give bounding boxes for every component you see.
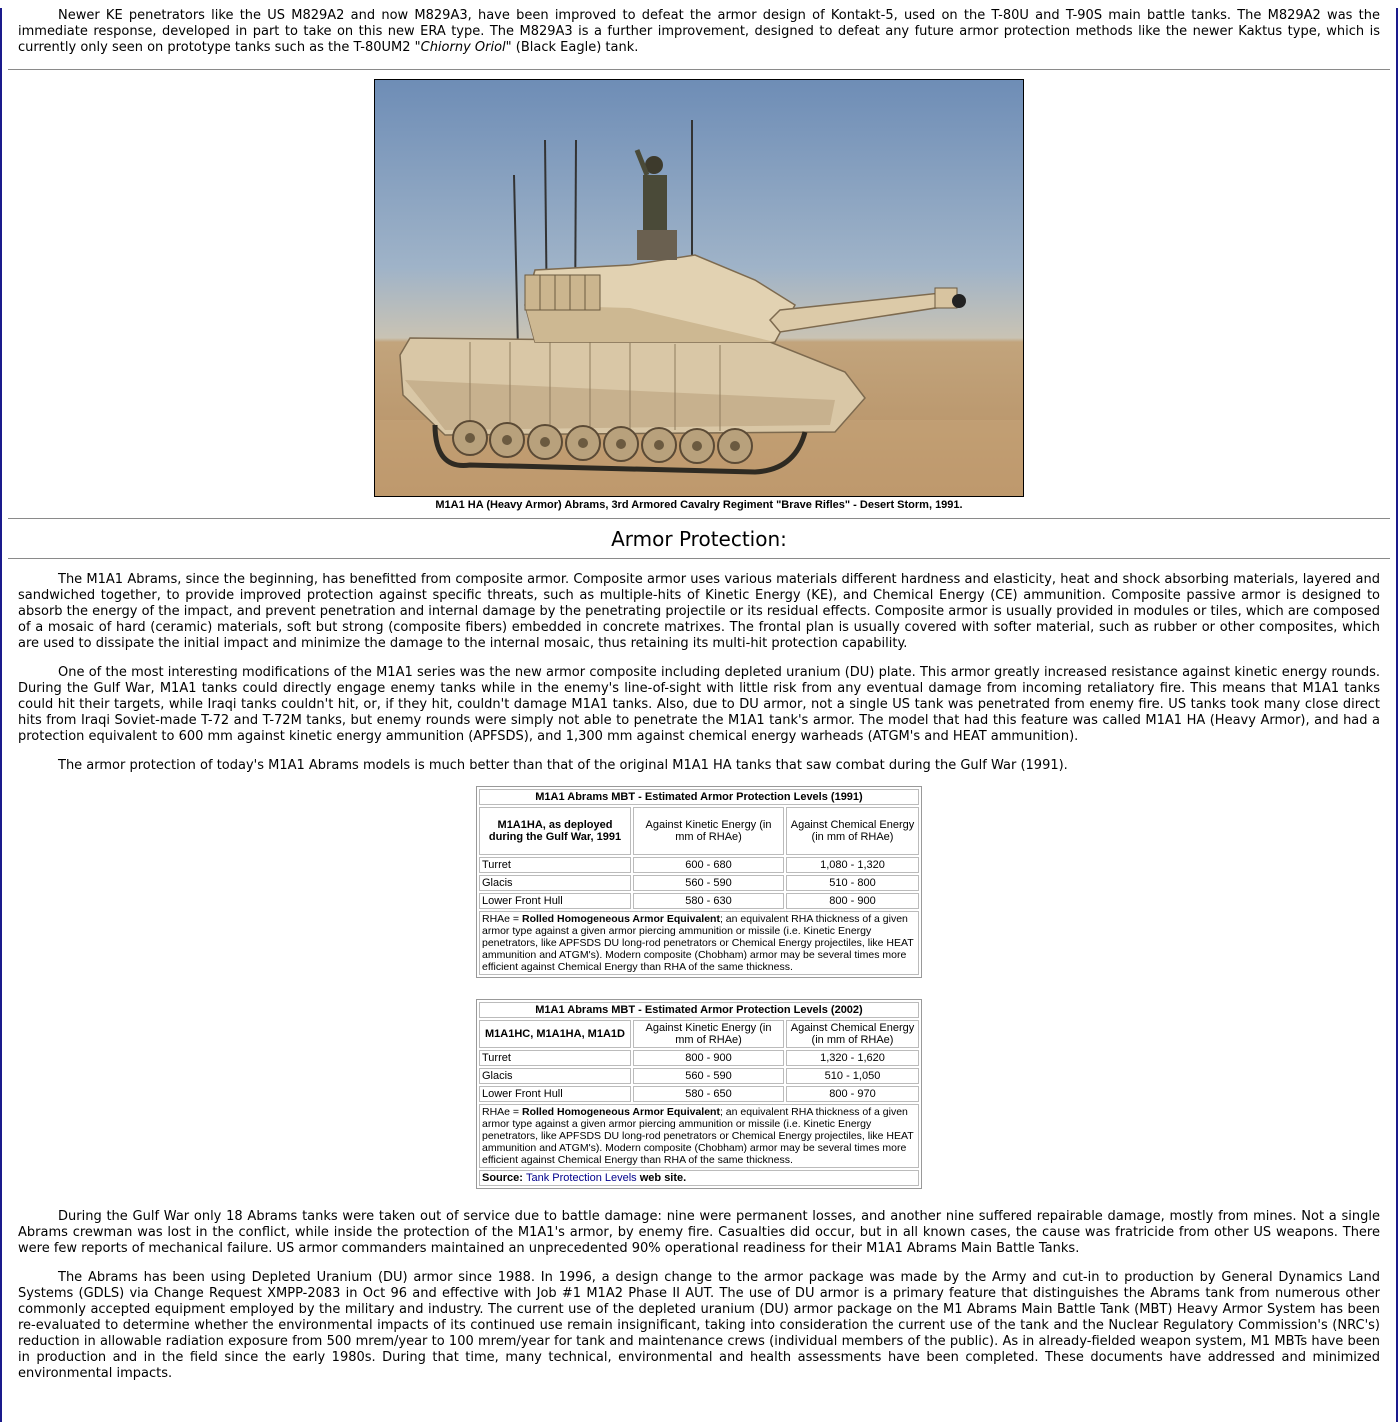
row-label: Turret — [479, 1050, 631, 1066]
note-text: ; an equivalent RHA thickness of a given armor type against a given armor piercing ammunition or missile (i.e. Kinetic Energy penetrators, like APFSDS DU long-rod penetrators or Chemical Energy projectiles, like HEAT ammunition and ATGM's). Modern composite (Chobham) armor may be several times more efficient against Chemical Energy than RHA of the same thickness. — [482, 1106, 914, 1166]
row-label: Glacis — [479, 875, 631, 891]
ke-value: 560 - 590 — [633, 875, 784, 891]
table-row — [479, 893, 919, 909]
table-row — [479, 1086, 919, 1102]
note-prefix: RHAe = — [482, 913, 522, 925]
table-source — [479, 1170, 919, 1186]
ke-value: 580 - 630 — [633, 893, 784, 909]
figure-caption: M1A1 HA (Heavy Armor) Abrams, 3rd Armored Cavalry Regiment "Brave Rifles" - Desert Storm, 1991. — [435, 499, 963, 511]
divider — [8, 518, 1390, 519]
paragraph: The M1A1 Abrams, since the beginning, has benefitted from composite armor. Composite armor uses various materials different hardness and elasticity, heat and shock absorbing materials, layered and sandwiched together, to provide improved protection against specific threats, such as multiple-hits of Kinetic Energy (KE), and Chemical Energy (CE) ammunition. Composite passive armor is designed to absorb the energy of the impact, and prevent penetration and internal damage by the penetrating projectile or its residual effects. Composite armor is usually provided in modules or tiles, which are composed of a mosaic of hard (ceramic) materials, soft but strong (composite fibers) embedded in concrete matrixes. The frontal plan is usually covered with softer material, such as rubber or other composites, which are used to dissipate the initial impact and minimize the damage to the internal mosaic, thus retaining its multi-hit protection capability. — [18, 572, 1380, 651]
ke-value: 580 - 650 — [633, 1086, 784, 1102]
table-note — [479, 911, 919, 975]
table-title: M1A1 Abrams MBT - Estimated Armor Protection Levels (1991) — [479, 789, 919, 805]
table-row — [479, 1068, 919, 1084]
source-link[interactable]: Tank Protection Levels — [526, 1172, 637, 1184]
ce-value: 510 - 800 — [786, 875, 919, 891]
source-label: Source: — [482, 1172, 527, 1184]
table-row — [479, 1050, 919, 1066]
table-corner-header: M1A1HA, as deployed during the Gulf War, 1991 — [479, 807, 631, 855]
ke-value: 600 - 680 — [633, 857, 784, 873]
row-label: Lower Front Hull — [479, 1086, 631, 1102]
table-note — [479, 1104, 919, 1168]
row-label: Glacis — [479, 1068, 631, 1084]
tank-illustration — [375, 80, 1023, 496]
intro-tank-name: "Chiorny Oriol" — [414, 40, 512, 55]
note-term: Rolled Homogeneous Armor Equivalent — [521, 913, 720, 925]
column-header-ce: Against Chemical Energy (in mm of RHAe) — [786, 807, 919, 855]
armor-table-1991 — [476, 786, 922, 978]
armor-table-2002 — [476, 999, 922, 1189]
paragraph: The armor protection of today's M1A1 Abrams models is much better than that of the original M1A1 HA tanks that saw combat during the Gulf War (1991). — [58, 758, 1068, 773]
ce-value: 800 - 970 — [786, 1086, 919, 1102]
paragraph: The Abrams has been using Depleted Uranium (DU) armor since 1988. In 1996, a design change to the armor package was made by the Army and cut-in to production by General Dynamics Land Systems (GDLS) via Change Request XMPP-2083 in Oct 96 and effective with Job #1 M1A2 Phase II AUT. The use of DU armor is a primary feature that distinguishes the Abrams tank from numerous other commonly accepted equipment employed by the military and industry. The current use of the depleted uranium (DU) armor package on the M1 Abrams Main Battle Tank (MBT) Heavy Armor System has been re-evaluated to determine whether the environmental impacts of its continued use remain insignificant, taking into consideration the current use of the tank and the Nuclear Regulatory Commission's (NRC's) reduction in allowable radiation exposure from 500 mrem/year to 100 mrem/year for tank and maintenance crews (individual members of the public). As in already-fielded weapon system, M1 MBTs have been in production and in the field since the early 1980s. During that time, many technical, environmental and health assessments have been completed. These documents have addressed and minimized environmental impacts. — [18, 1270, 1380, 1381]
intro-text: Newer KE penetrators like the US M829A2 and now M829A3, have been improved to defeat the armor design of Kontakt-5, used on the T-80U and T-90S main battle tanks. The M829A2 was the immediate response, developed in part to take on this new ERA type. The M829A3 is a further improvement, designed to defeat any future armor protection methods like the newer Kaktus type, which is currently only seen on prototype tanks such as the T-80UM2 — [18, 8, 1380, 55]
column-header-ce: Against Chemical Energy (in mm of RHAe) — [786, 1020, 919, 1048]
table-row — [479, 875, 919, 891]
tank-photo — [374, 79, 1024, 497]
ce-value: 1,080 - 1,320 — [786, 857, 919, 873]
table-corner-header: M1A1HC, M1A1HA, M1A1D — [479, 1020, 631, 1048]
column-header-ke: Against Kinetic Energy (in mm of RHAe) — [633, 807, 784, 855]
divider — [8, 558, 1390, 559]
divider — [8, 69, 1390, 70]
note-term: Rolled Homogeneous Armor Equivalent — [521, 1106, 720, 1118]
ce-value: 1,320 - 1,620 — [786, 1050, 919, 1066]
table-title: M1A1 Abrams MBT - Estimated Armor Protection Levels (2002) — [479, 1002, 919, 1018]
paragraph: During the Gulf War only 18 Abrams tanks were taken out of service due to battle damage: nine were permanent losses, and another nine suffered repairable damage, mostly from mines. Not a single Abrams crewman was lost in the conflict, while inside the protection of the M1A1's armor, by enemy fire. Casualties did occur, but in all known cases, the cause was fratricide from other US weapons. There were few reports of mechanical failure. US armor commanders maintained an unprecedented 90% operational readiness for their M1A1 Abrams Main Battle Tanks. — [18, 1209, 1380, 1256]
note-prefix: RHAe = — [482, 1106, 522, 1118]
row-label: Turret — [479, 857, 631, 873]
tank-figure — [18, 79, 1380, 511]
note-text: ; an equivalent RHA thickness of a given armor type against a given armor piercing ammunition or missile (i.e. Kinetic Energy penetrators, like APFSDS DU long-rod penetrators or Chemical Energy projectiles, like HEAT ammunition and ATGM's). Modern composite (Chobham) armor may be several times more efficient against Chemical Energy than RHA of the same thickness. — [482, 913, 914, 973]
article-page — [2, 8, 1396, 1382]
section-title: Armor Protection: — [611, 527, 787, 551]
table-row — [479, 857, 919, 873]
ke-value: 800 - 900 — [633, 1050, 784, 1066]
source-suffix: web site. — [636, 1172, 687, 1184]
ce-value: 510 - 1,050 — [786, 1068, 919, 1084]
ke-value: 560 - 590 — [633, 1068, 784, 1084]
ce-value: 800 - 900 — [786, 893, 919, 909]
paragraph: One of the most interesting modifications of the M1A1 series was the new armor composite including depleted uranium (DU) plate. This armor greatly increased resistance against kinetic energy rounds. During the Gulf War, M1A1 tanks could directly engage enemy tanks while in the enemy's line-of-sight with little risk from any eventual damage from incoming retaliatory fire. This means that M1A1 tanks could hit their targets, while Iraqi tanks couldn't hit, or, if they hit, couldn't damage M1A1 tanks. Also, due to DU armor, not a single US tank was penetrated from enemy fire. US tanks took many close direct hits from Iraqi Soviet-made T-72 and T-72M tanks, but enemy rounds were simply not able to penetrate the M1A1 tank's armor. The model that had this feature was called M1A1 HA (Heavy Armor), and had a protection equivalent to 600 mm against kinetic energy ammunition (APFSDS), and 1,300 mm against chemical energy warheads (ATGM's and HEAT ammunition). — [18, 665, 1380, 744]
column-header-ke: Against Kinetic Energy (in mm of RHAe) — [633, 1020, 784, 1048]
row-label: Lower Front Hull — [479, 893, 631, 909]
intro-paragraph — [18, 8, 1380, 56]
intro-text-end: (Black Eagle) tank. — [511, 40, 639, 55]
